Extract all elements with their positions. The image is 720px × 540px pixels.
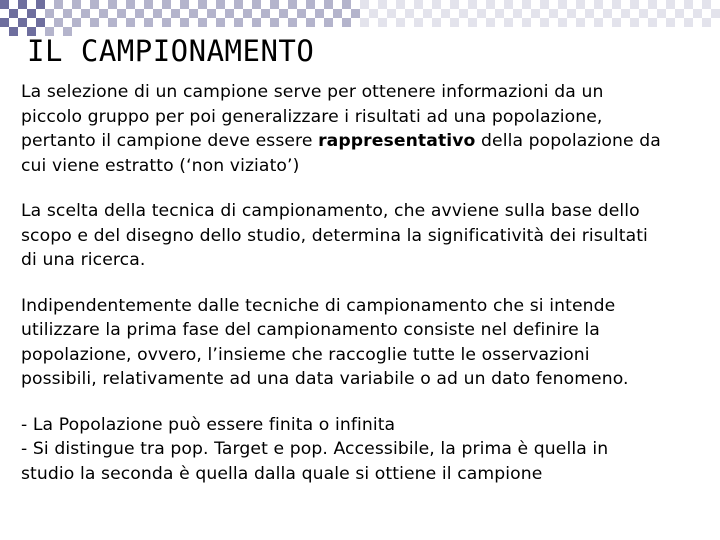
- pattern-square: [612, 0, 621, 9]
- pattern-square: [432, 0, 441, 9]
- pattern-square: [387, 9, 396, 18]
- pattern-square: [558, 18, 567, 27]
- pattern-square: [180, 18, 189, 27]
- pattern-square: [144, 18, 153, 27]
- pattern-square: [189, 9, 198, 18]
- pattern-square: [684, 18, 693, 27]
- pattern-square: [288, 0, 297, 9]
- pattern-square: [306, 0, 315, 9]
- pattern-square: [360, 0, 369, 9]
- pattern-square: [54, 0, 63, 9]
- pattern-square: [342, 18, 351, 27]
- pattern-square: [423, 9, 432, 18]
- pattern-square: [216, 18, 225, 27]
- pattern-square: [135, 9, 144, 18]
- pattern-square: [369, 9, 378, 18]
- pattern-square: [234, 18, 243, 27]
- pattern-square: [486, 18, 495, 27]
- pattern-square: [216, 0, 225, 9]
- pattern-square: [198, 18, 207, 27]
- pattern-square: [162, 0, 171, 9]
- pattern-square: [162, 18, 171, 27]
- pattern-square: [468, 18, 477, 27]
- pattern-square: [414, 0, 423, 9]
- pattern-square: [342, 0, 351, 9]
- pattern-square: [9, 9, 18, 18]
- pattern-square: [333, 9, 342, 18]
- pattern-square: [261, 9, 270, 18]
- pattern-square: [666, 0, 675, 9]
- pattern-square: [612, 18, 621, 27]
- pattern-square: [144, 0, 153, 9]
- pattern-square: [378, 18, 387, 27]
- pattern-square: [432, 18, 441, 27]
- pattern-square: [315, 9, 324, 18]
- pattern-square: [36, 0, 45, 9]
- pattern-square: [36, 18, 45, 27]
- pattern-square: [531, 9, 540, 18]
- pattern-square: [126, 0, 135, 9]
- pattern-square: [351, 9, 360, 18]
- pattern-square: [234, 0, 243, 9]
- pattern-square: [108, 0, 117, 9]
- pattern-square: [252, 18, 261, 27]
- pattern-square: [18, 0, 27, 9]
- pattern-square: [549, 9, 558, 18]
- pattern-square: [459, 9, 468, 18]
- pattern-square: [450, 18, 459, 27]
- paragraph-4: - La Popolazione può essere finita o infinita - Si distingue tra pop. Target e pop. Accessibile, la prima è quella in studio la seconda è quella dalla quale si ottiene il campione: [21, 414, 609, 484]
- pattern-square: [486, 0, 495, 9]
- pattern-square: [198, 0, 207, 9]
- pattern-square: [702, 18, 711, 27]
- pattern-square: [378, 0, 387, 9]
- pattern-square: [396, 0, 405, 9]
- pattern-square: [630, 0, 639, 9]
- pattern-square: [495, 9, 504, 18]
- pattern-square: [90, 0, 99, 9]
- slide-title: IL CAMPIONAMENTO: [27, 34, 315, 68]
- pattern-square: [72, 18, 81, 27]
- pattern-square: [702, 0, 711, 9]
- pattern-square: [693, 9, 702, 18]
- pattern-square: [207, 9, 216, 18]
- pattern-square: [18, 18, 27, 27]
- pattern-square: [522, 18, 531, 27]
- pattern-square: [99, 9, 108, 18]
- pattern-square: [585, 9, 594, 18]
- pattern-square: [297, 9, 306, 18]
- pattern-square: [711, 9, 720, 18]
- pattern-square: [0, 18, 9, 27]
- pattern-square: [324, 18, 333, 27]
- pattern-square: [540, 0, 549, 9]
- pattern-square: [81, 9, 90, 18]
- pattern-square: [441, 9, 450, 18]
- pattern-square: [396, 18, 405, 27]
- pattern-square: [90, 18, 99, 27]
- pattern-square: [279, 9, 288, 18]
- pattern-square: [360, 18, 369, 27]
- pattern-square: [414, 18, 423, 27]
- pattern-square: [594, 18, 603, 27]
- pattern-square: [468, 0, 477, 9]
- pattern-square: [567, 9, 576, 18]
- pattern-square: [666, 18, 675, 27]
- slide-body: [21, 80, 711, 507]
- pattern-square: [171, 9, 180, 18]
- pattern-square: [270, 0, 279, 9]
- pattern-square: [72, 0, 81, 9]
- paragraph-1-text-after: della popolazione da cui viene estratto (‘non viziato’): [21, 131, 661, 176]
- pattern-square: [648, 0, 657, 9]
- paragraph-3: Indipendentemente dalle tecniche di campionamento che si intende utilizzare la prima fase del campionamento consiste nel definire la popolazione, ovvero, l’insieme che raccoglie tutte le osservazioni possibili, relativamente ad una data variabile o ad un dato fenomeno.: [21, 295, 629, 389]
- pattern-square: [243, 9, 252, 18]
- pattern-square: [522, 0, 531, 9]
- pattern-square: [117, 9, 126, 18]
- pattern-square: [270, 18, 279, 27]
- pattern-square: [576, 18, 585, 27]
- pattern-square: [252, 0, 261, 9]
- pattern-square: [540, 18, 549, 27]
- pattern-square: [153, 9, 162, 18]
- pattern-square: [504, 0, 513, 9]
- pattern-square: [45, 9, 54, 18]
- pattern-square: [9, 27, 18, 36]
- pattern-square: [513, 9, 522, 18]
- pattern-square: [450, 0, 459, 9]
- pattern-square: [324, 0, 333, 9]
- pattern-square: [225, 9, 234, 18]
- paragraph-1-bold-term: rappresentativo: [318, 131, 476, 151]
- pattern-square: [504, 18, 513, 27]
- pattern-square: [621, 9, 630, 18]
- pattern-square: [684, 0, 693, 9]
- pattern-square: [306, 18, 315, 27]
- pattern-square: [558, 0, 567, 9]
- pattern-square: [405, 9, 414, 18]
- pattern-square: [108, 18, 117, 27]
- paragraph-2: La scelta della tecnica di campionamento, che avviene sulla base dello scopo e del disegno dello studio, determina la significatività dei risultati di una ricerca.: [21, 201, 648, 270]
- pattern-square: [180, 0, 189, 9]
- pattern-square: [648, 18, 657, 27]
- paragraph-1: [21, 80, 711, 178]
- pattern-square: [0, 0, 9, 9]
- pattern-square: [675, 9, 684, 18]
- pattern-square: [63, 9, 72, 18]
- pattern-square: [603, 9, 612, 18]
- pattern-square: [126, 18, 135, 27]
- paragraph-1-text-before: La selezione di un campione serve per ottenere informazioni da un piccolo gruppo per poi generalizzare i risultati ad una popolazione, pertanto il campione deve essere: [21, 82, 604, 151]
- pattern-square: [657, 9, 666, 18]
- pattern-square: [477, 9, 486, 18]
- pattern-square: [288, 18, 297, 27]
- pattern-square: [576, 0, 585, 9]
- pattern-square: [639, 9, 648, 18]
- pattern-square: [594, 0, 603, 9]
- pattern-square: [27, 9, 36, 18]
- pattern-square: [54, 18, 63, 27]
- pattern-square: [630, 18, 639, 27]
